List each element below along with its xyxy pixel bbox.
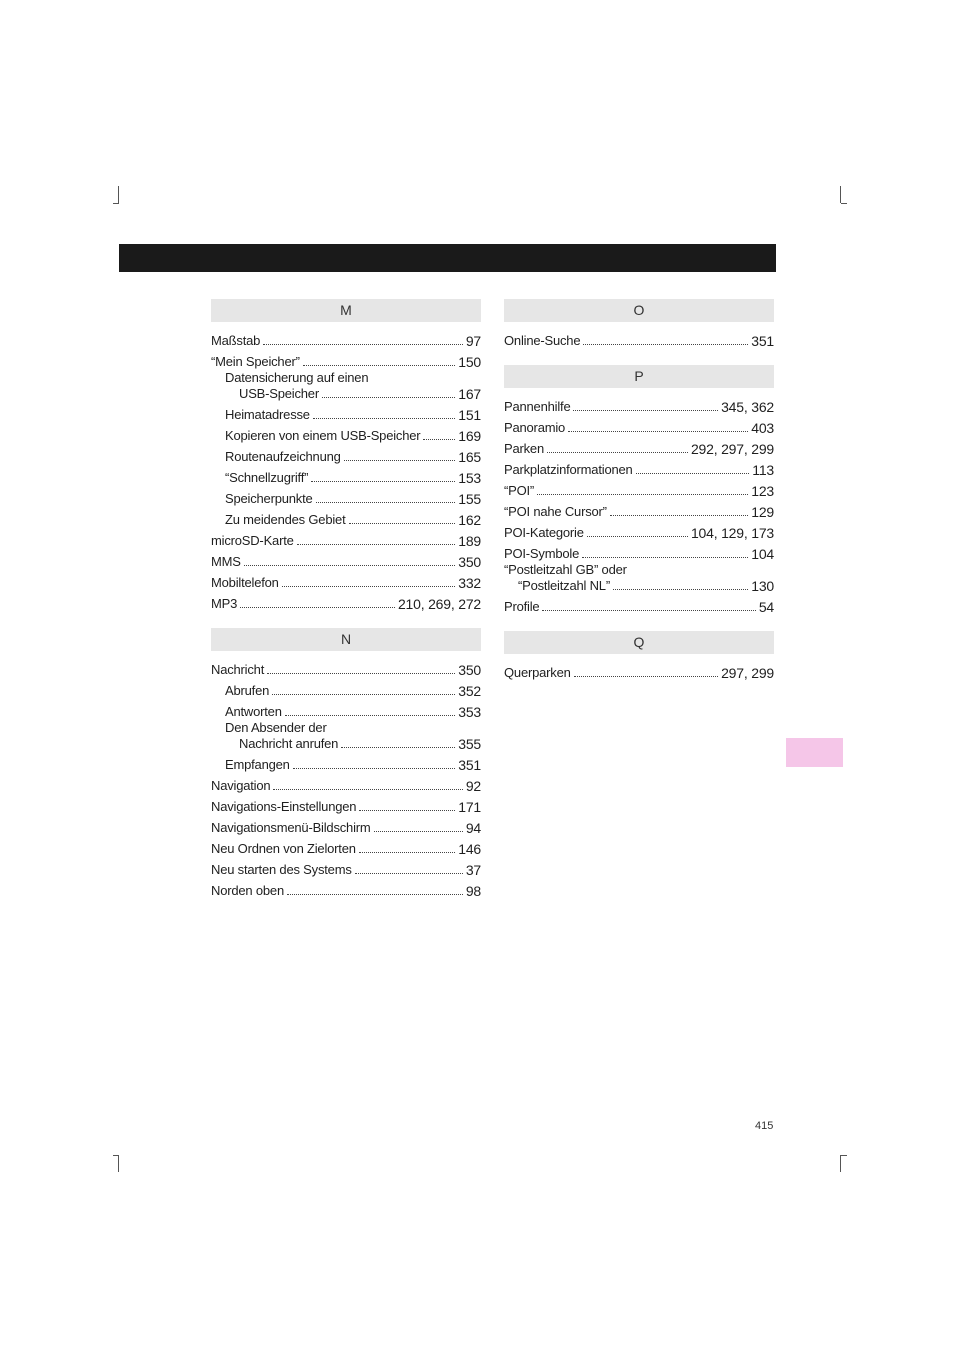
crop-mark-bottom-left-h <box>113 1155 119 1156</box>
dot-leader <box>574 676 718 677</box>
entry-term: MP3 <box>211 596 238 611</box>
index-entry[interactable] <box>504 660 774 681</box>
entry-page-reference[interactable]: 146 <box>458 841 481 857</box>
index-section-m <box>211 299 481 612</box>
entry-term: Den Absender der <box>225 720 327 735</box>
dot-leader <box>610 515 748 516</box>
index-entry[interactable] <box>211 423 481 444</box>
dot-leader <box>355 873 463 874</box>
index-thumb-tab <box>786 738 843 767</box>
dot-leader <box>311 481 455 482</box>
entry-term: “POI nahe Cursor” <box>504 504 607 519</box>
entry-term: microSD-Karte <box>211 533 294 548</box>
index-entry[interactable] <box>504 436 774 457</box>
entry-term: Pannenhilfe <box>504 399 571 414</box>
entry-page-reference[interactable]: 113 <box>752 462 774 478</box>
entry-page-reference[interactable]: 92 <box>465 778 481 794</box>
entry-page-reference[interactable]: 351 <box>458 757 481 773</box>
entry-page-reference[interactable]: 97 <box>465 333 481 349</box>
entry-page-reference[interactable]: 353 <box>458 704 481 720</box>
index-entry[interactable] <box>504 478 774 499</box>
index-entry[interactable] <box>211 486 481 507</box>
entry-term: Routenaufzeichnung <box>225 449 341 464</box>
entry-term: Panoramio <box>504 420 566 435</box>
index-column-right <box>504 299 774 697</box>
dot-leader <box>272 694 455 695</box>
index-entry[interactable] <box>504 415 774 436</box>
index-section-n <box>211 628 481 899</box>
dot-leader <box>344 460 456 461</box>
crop-mark-top-left <box>118 186 119 203</box>
dot-leader <box>423 439 455 440</box>
entry-term: Querparken <box>504 665 571 680</box>
dot-leader <box>316 502 456 503</box>
crop-mark-bottom-right <box>840 1155 841 1172</box>
index-entry[interactable] <box>211 857 481 878</box>
dot-leader <box>613 589 748 590</box>
dot-leader <box>542 610 755 611</box>
entry-term: Abrufen <box>225 683 270 698</box>
entry-page-reference[interactable]: 351 <box>751 333 774 349</box>
index-entry[interactable] <box>504 541 774 562</box>
dot-leader <box>263 344 463 345</box>
section-letter-header: P <box>504 365 774 388</box>
entry-page-reference[interactable]: 104, 129, 173 <box>690 525 774 541</box>
entry-page-reference[interactable]: 210, 269, 272 <box>397 596 481 612</box>
section-letter-header: M <box>211 299 481 322</box>
entry-term: POI-Kategorie <box>504 525 584 540</box>
entry-term: Speicherpunkte <box>225 491 313 506</box>
entry-page-reference[interactable]: 151 <box>458 407 481 423</box>
entry-page-reference[interactable]: 150 <box>458 354 481 370</box>
dot-leader <box>287 894 463 895</box>
entry-page-reference[interactable]: 162 <box>458 512 481 528</box>
index-section-o <box>504 299 774 349</box>
entry-term: “Postleitzahl NL” <box>518 578 610 593</box>
index-entry[interactable] <box>211 678 481 699</box>
entry-term: “POI” <box>504 483 535 498</box>
entry-page-reference[interactable]: 155 <box>458 491 481 507</box>
index-section-q <box>504 631 774 681</box>
entry-term: Antworten <box>225 704 282 719</box>
dot-leader <box>313 418 455 419</box>
entry-page-reference[interactable]: 297, 299 <box>721 665 774 681</box>
crop-mark-top-right-h <box>841 203 847 204</box>
entry-term: Heimatadresse <box>225 407 310 422</box>
dot-leader <box>285 715 456 716</box>
entry-page-reference[interactable]: 94 <box>465 820 481 836</box>
index-entry[interactable] <box>211 699 481 720</box>
entry-page-reference[interactable]: 332 <box>458 575 481 591</box>
dot-leader <box>244 565 456 566</box>
index-entry[interactable] <box>504 457 774 478</box>
entry-term: Neu starten des Systems <box>211 862 352 877</box>
entry-term: Maßstab <box>211 333 261 348</box>
entry-term: Parkplatzinformationen <box>504 462 633 477</box>
index-entry[interactable] <box>504 562 774 594</box>
dot-leader <box>322 397 455 398</box>
crop-mark-bottom-right-h <box>841 1155 847 1156</box>
dot-leader <box>267 673 455 674</box>
dot-leader <box>573 410 718 411</box>
dot-leader <box>273 789 462 790</box>
index-entry[interactable] <box>211 570 481 591</box>
entry-term: MMS <box>211 554 241 569</box>
index-entry[interactable] <box>504 328 774 349</box>
index-entry[interactable] <box>211 657 481 678</box>
dot-leader <box>537 494 748 495</box>
index-entry[interactable] <box>211 549 481 570</box>
entry-term: Kopieren von einem USB-Speicher <box>225 428 421 443</box>
dot-leader <box>349 523 456 524</box>
entry-page-reference[interactable]: 54 <box>758 599 774 615</box>
entry-page-reference[interactable]: 403 <box>751 420 774 436</box>
index-entry[interactable] <box>211 720 481 752</box>
entry-term: “Postleitzahl GB” oder <box>504 562 627 577</box>
page-number: 415 <box>755 1120 774 1132</box>
dot-leader <box>282 586 456 587</box>
index-entry[interactable] <box>211 836 481 857</box>
section-letter-header: O <box>504 299 774 322</box>
dot-leader <box>359 810 455 811</box>
index-section-p <box>504 365 774 615</box>
entry-page-reference[interactable]: 37 <box>465 862 481 878</box>
index-entry[interactable] <box>504 594 774 615</box>
index-entry[interactable] <box>504 394 774 415</box>
entry-page-reference[interactable]: 98 <box>465 883 481 899</box>
entry-page-reference[interactable]: 352 <box>458 683 481 699</box>
index-entry[interactable] <box>211 507 481 528</box>
dot-leader <box>359 852 455 853</box>
index-entry[interactable] <box>211 773 481 794</box>
dot-leader <box>547 452 688 453</box>
index-entry[interactable] <box>211 370 481 402</box>
dot-leader <box>341 747 455 748</box>
entry-page-reference[interactable]: 153 <box>458 470 481 486</box>
dot-leader <box>240 607 395 608</box>
index-entry[interactable] <box>504 499 774 520</box>
entry-term: USB-Speicher <box>239 386 319 401</box>
entry-page-reference[interactable]: 355 <box>458 736 481 752</box>
entry-term: Empfangen <box>225 757 290 772</box>
entry-page-reference[interactable]: 129 <box>751 504 774 520</box>
entry-page-reference[interactable]: 130 <box>751 578 774 594</box>
entry-page-reference[interactable]: 165 <box>458 449 481 465</box>
dot-leader <box>583 344 748 345</box>
entry-page-reference[interactable]: 104 <box>751 546 774 562</box>
entry-page-reference[interactable]: 167 <box>458 386 481 402</box>
index-entry[interactable] <box>211 752 481 773</box>
dot-leader <box>303 365 455 366</box>
entry-term: POI-Symbole <box>504 546 580 561</box>
dot-leader <box>374 831 463 832</box>
dot-leader <box>293 768 456 769</box>
index-entry[interactable] <box>211 591 481 612</box>
crop-mark-top-left-h <box>113 203 119 204</box>
dot-leader <box>587 536 688 537</box>
crop-mark-top-right <box>840 186 841 203</box>
dot-leader <box>636 473 750 474</box>
entry-term: Datensicherung auf einen <box>225 370 369 385</box>
section-letter-header: Q <box>504 631 774 654</box>
entry-page-reference[interactable]: 169 <box>458 428 481 444</box>
entry-page-reference[interactable]: 123 <box>751 483 774 499</box>
dot-leader <box>297 544 456 545</box>
entry-page-reference[interactable]: 189 <box>458 533 481 549</box>
index-column-left <box>211 299 481 915</box>
index-entry[interactable] <box>211 402 481 423</box>
entry-term: “Schnellzugriff” <box>225 470 309 485</box>
header-bar <box>119 244 776 272</box>
entry-term: Profile <box>504 599 540 614</box>
entry-term: Navigation <box>211 778 271 793</box>
entry-page-reference[interactable]: 292, 297, 299 <box>690 441 774 457</box>
entry-page-reference[interactable]: 350 <box>458 554 481 570</box>
dot-leader <box>582 557 748 558</box>
entry-term: Nachricht anrufen <box>239 736 339 751</box>
entry-term: “Mein Speicher” <box>211 354 300 369</box>
index-entry[interactable] <box>211 444 481 465</box>
index-entry[interactable] <box>211 328 481 349</box>
index-entry[interactable] <box>504 520 774 541</box>
entry-term: Online-Suche <box>504 333 581 348</box>
entry-term: Navigations-Einstellungen <box>211 799 357 814</box>
entry-term: Neu Ordnen von Zielorten <box>211 841 356 856</box>
index-entry[interactable] <box>211 794 481 815</box>
section-letter-header: N <box>211 628 481 651</box>
index-entry[interactable] <box>211 465 481 486</box>
entry-term: Nachricht <box>211 662 265 677</box>
entry-page-reference[interactable]: 345, 362 <box>721 399 774 415</box>
index-entry[interactable] <box>211 815 481 836</box>
entry-term: Zu meidendes Gebiet <box>225 512 346 527</box>
dot-leader <box>568 431 748 432</box>
entry-term: Parken <box>504 441 544 456</box>
entry-term: Mobiltelefon <box>211 575 279 590</box>
entry-page-reference[interactable]: 171 <box>458 799 481 815</box>
index-entry[interactable] <box>211 528 481 549</box>
index-entry[interactable] <box>211 349 481 370</box>
entry-term: Navigationsmenü-Bildschirm <box>211 820 371 835</box>
entry-page-reference[interactable]: 350 <box>458 662 481 678</box>
crop-mark-bottom-left <box>118 1155 119 1172</box>
index-entry[interactable] <box>211 878 481 899</box>
entry-term: Norden oben <box>211 883 284 898</box>
